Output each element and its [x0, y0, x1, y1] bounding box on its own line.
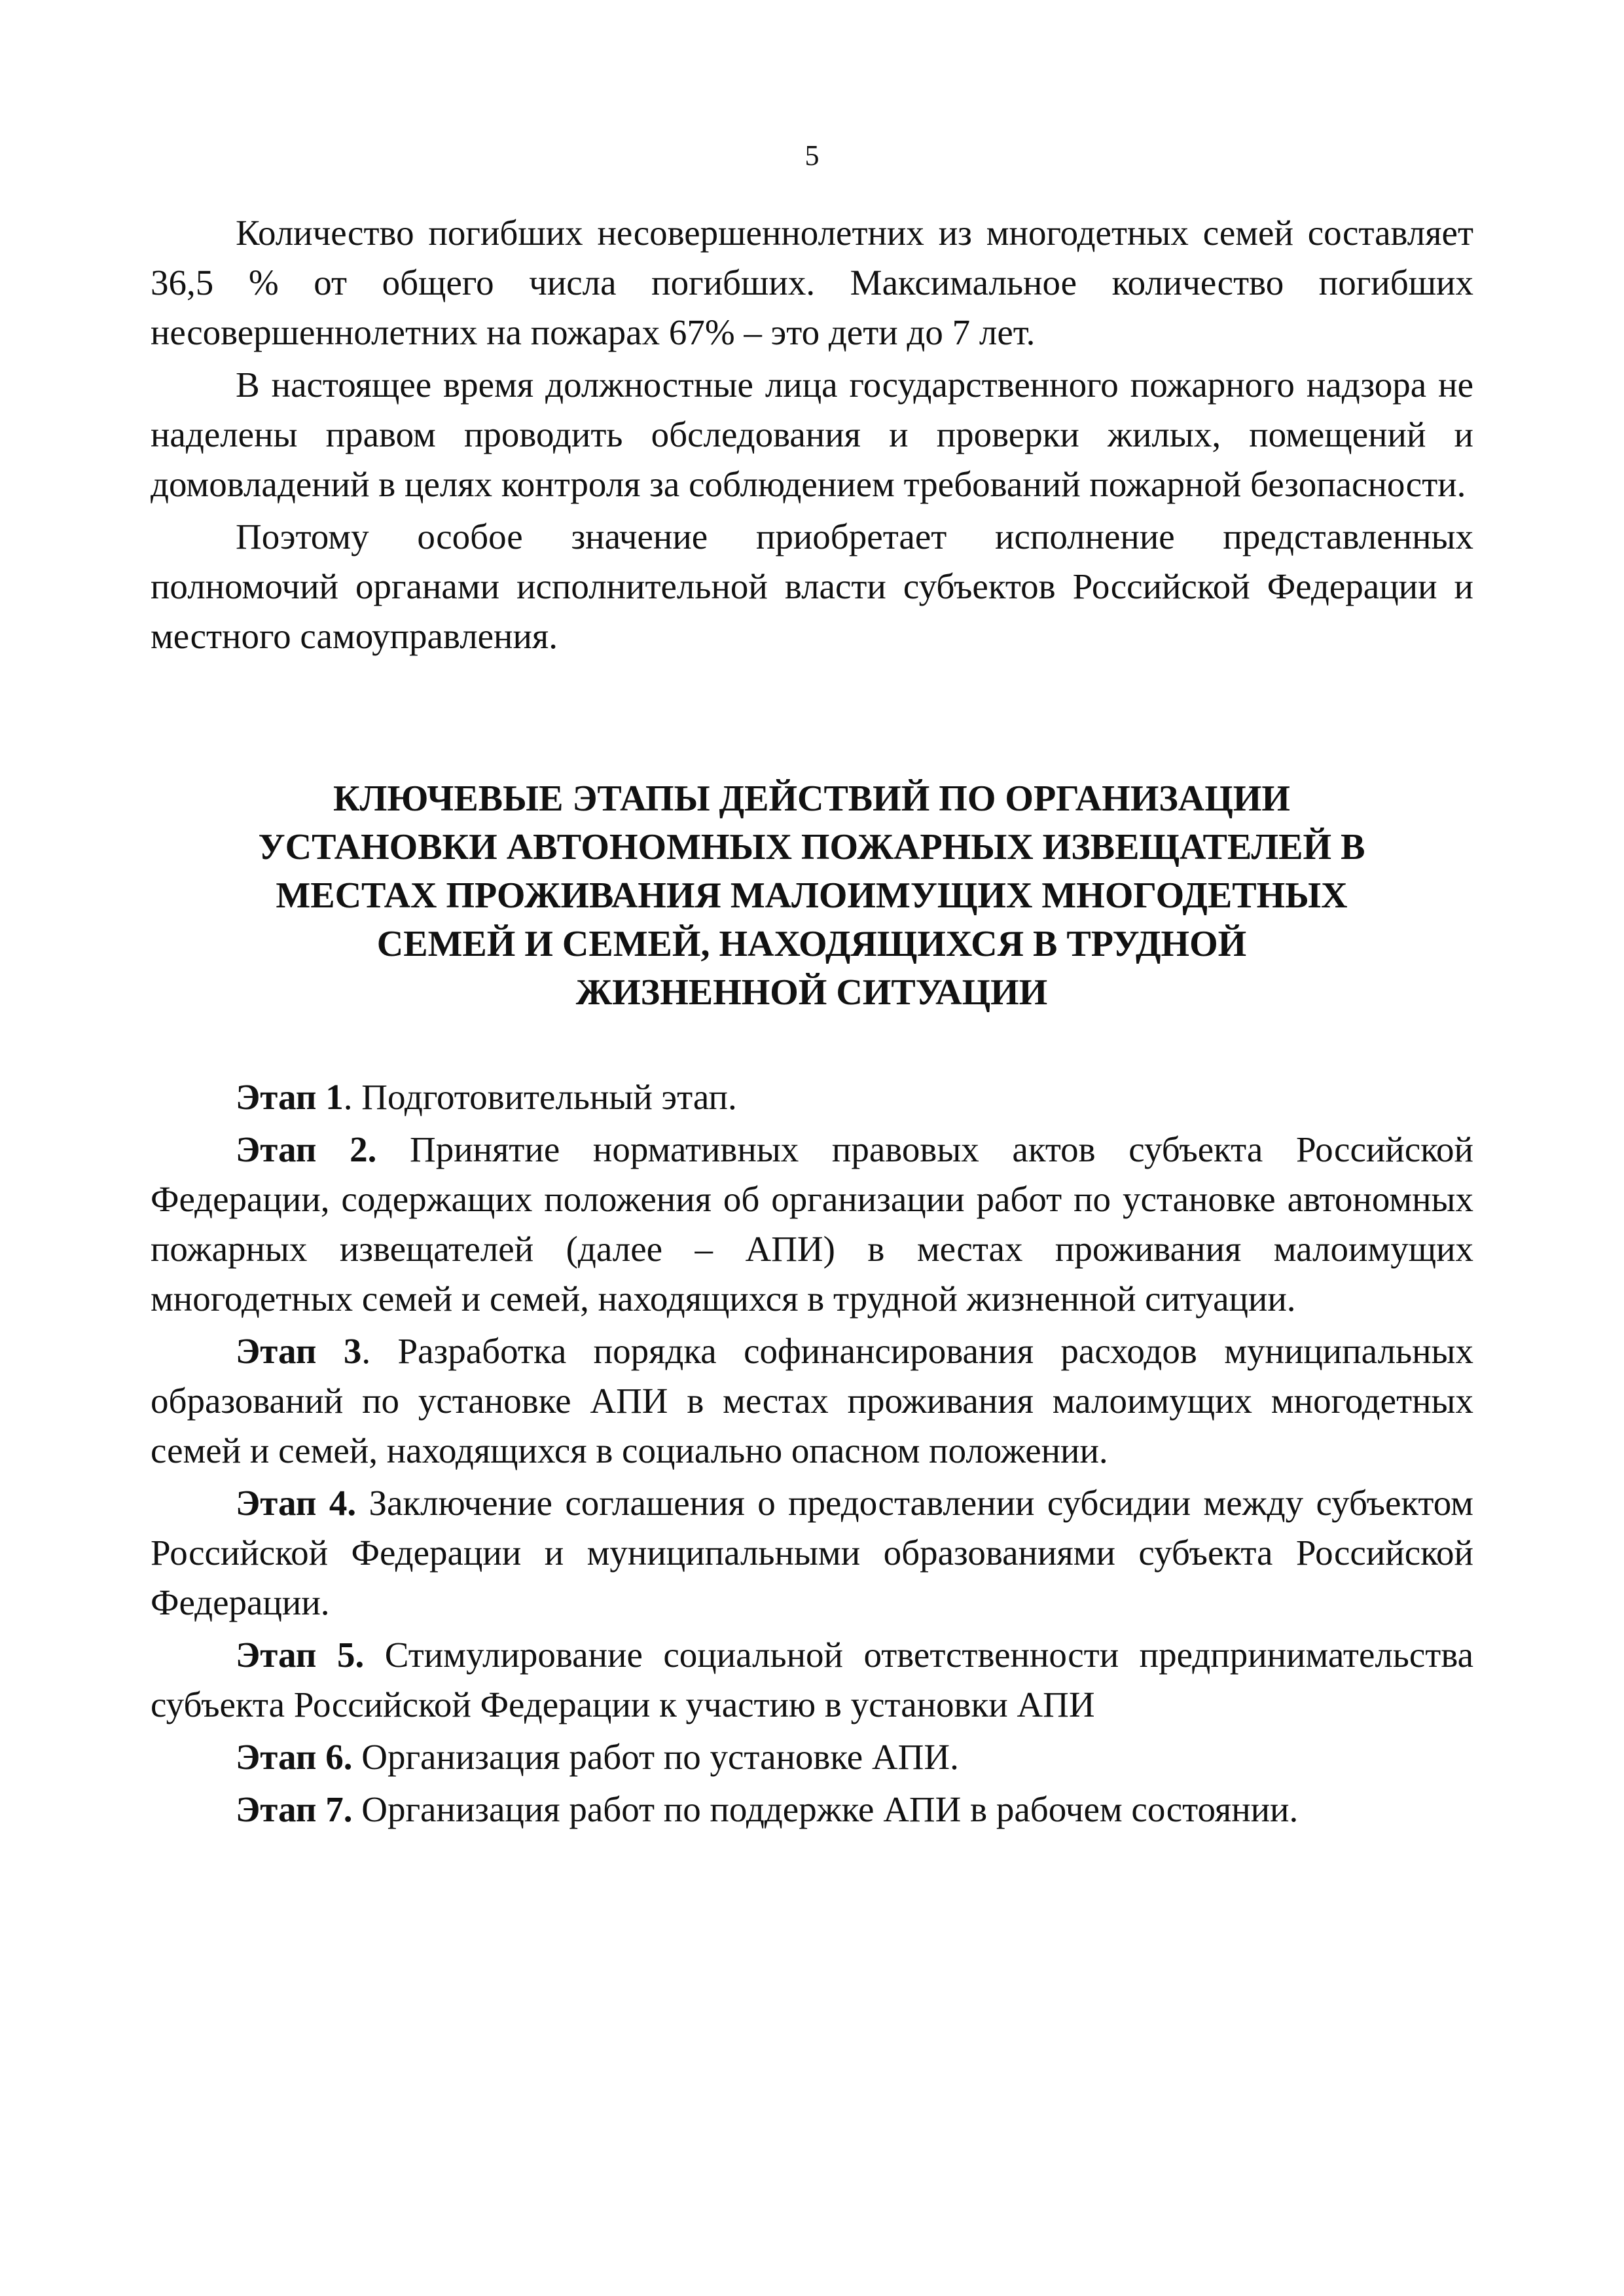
heading-line: СЕМЕЙ И СЕМЕЙ, НАХОДЯЩИХСЯ В ТРУДНОЙ: [376, 924, 1247, 964]
heading-line: КЛЮЧЕВЫЕ ЭТАПЫ ДЕЙСТВИЙ ПО ОРГАНИЗАЦИИ: [333, 778, 1290, 819]
step-item: [151, 1478, 1473, 1628]
step-text: Разработка порядка софинансирования расходов муниципальных образований по установке АПИ в местах проживания малоимущих многодетных семей и семей, находящихся в социально опасном положении.: [151, 1331, 1473, 1470]
step-label: Этап 5.: [236, 1635, 365, 1675]
step-separator: .: [343, 1077, 362, 1117]
heading-line: УСТАНОВКИ АВТОНОМНЫХ ПОЖАРНЫХ ИЗВЕЩАТЕЛЕЙ В: [258, 827, 1365, 867]
intro-section: [151, 208, 1473, 661]
step-text: Принятие нормативных правовых актов субъекта Российской Федерации, содержащих положения об организации работ по установке автономных пожарных извещателей (далее – АПИ) в местах проживания малоимущих многодетных семей и семей, находящихся в трудной жизненной ситуации.: [151, 1129, 1473, 1319]
steps-list: [151, 1072, 1473, 1834]
step-separator: [376, 1129, 410, 1169]
step-label: Этап 2.: [236, 1129, 377, 1169]
page-number: 5: [804, 139, 820, 172]
step-separator: [352, 1737, 361, 1777]
heading-line: МЕСТАХ ПРОЖИВАНИЯ МАЛОИМУЩИХ МНОГОДЕТНЫХ: [276, 875, 1348, 916]
section-heading: [216, 774, 1407, 1017]
step-item: [151, 1785, 1473, 1834]
step-item: [151, 1326, 1473, 1476]
step-item: [151, 1732, 1473, 1782]
step-separator: [356, 1483, 369, 1523]
step-label: Этап 7.: [236, 1789, 353, 1829]
step-label: Этап 4.: [236, 1483, 357, 1523]
step-text: Организация работ по поддержке АПИ в рабочем состоянии.: [361, 1789, 1299, 1829]
intro-paragraph: Поэтому особое значение приобретает исполнение представленных полномочий органами исполнительной власти субъектов Российской Федерации и местного самоуправления.: [151, 517, 1473, 656]
step-item: [151, 1125, 1473, 1324]
step-separator: [364, 1635, 385, 1675]
heading-line: ЖИЗНЕННОЙ СИТУАЦИИ: [575, 972, 1048, 1013]
step-text: Заключение соглашения о предоставлении субсидии между субъектом Российской Федерации и муниципальными образованиями субъекта Российской Федерации.: [151, 1483, 1473, 1622]
intro-paragraph: В настоящее время должностные лица государственного пожарного надзора не наделены правом проводить обследования и проверки жилых, помещений и домовладений в целях контроля за соблюдением требований пожарной безопасности.: [151, 365, 1473, 504]
step-separator: [352, 1789, 361, 1829]
step-item: [151, 1630, 1473, 1730]
step-label: Этап 3: [236, 1331, 362, 1371]
step-text: Организация работ по установке АПИ.: [361, 1737, 959, 1777]
step-text: Стимулирование социальной ответственности предпринимательства субъекта Российской Федерации к участию в установки АПИ: [151, 1635, 1473, 1724]
step-item: [151, 1072, 1473, 1122]
step-separator: .: [361, 1331, 398, 1371]
step-label: Этап 6.: [236, 1737, 353, 1777]
step-label: Этап 1: [236, 1077, 344, 1117]
step-text: Подготовительный этап.: [361, 1077, 737, 1117]
intro-paragraph: Количество погибших несовершеннолетних из многодетных семей составляет 36,5 % от общего числа погибших. Максимальное количество погибших несовершеннолетних на пожарах 67% – это дети до 7 лет.: [151, 213, 1473, 352]
